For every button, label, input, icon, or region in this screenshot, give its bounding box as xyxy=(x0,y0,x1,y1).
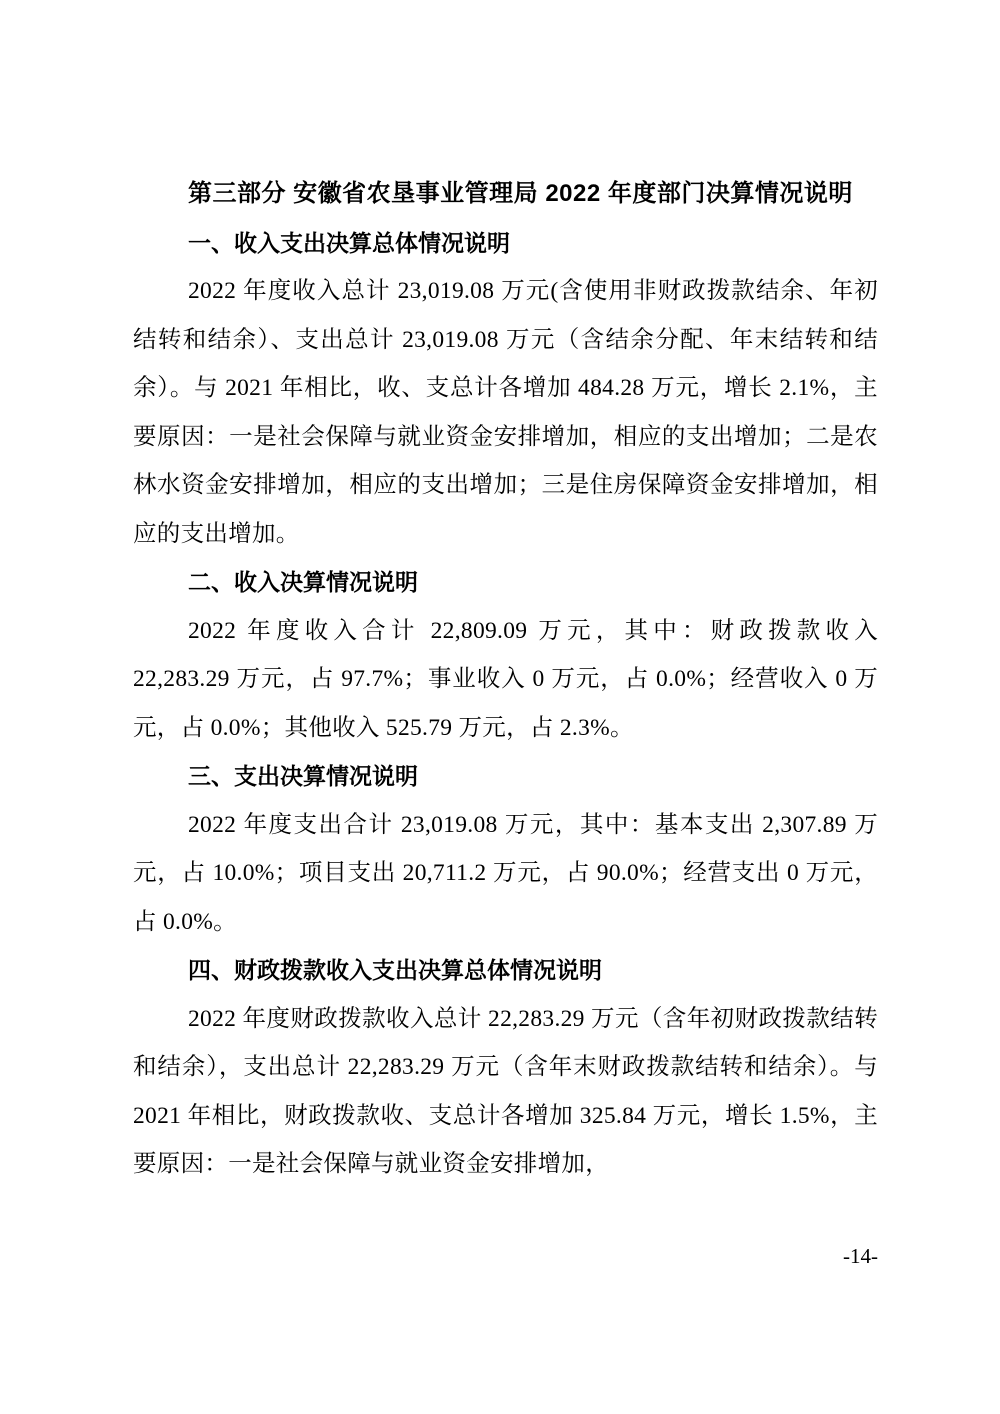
document-title: 第三部分 安徽省农垦事业管理局 2022 年度部门决算情况说明 xyxy=(188,180,853,207)
section-income-accounts xyxy=(133,558,878,752)
document-body xyxy=(133,170,878,1189)
section-2-heading: 二、收入决算情况说明 xyxy=(188,569,418,595)
section-2-paragraph: 2022 年度收入合计 22,809.09 万元，其中：财政拨款收入 22,283.29 万元，占 97.7%；事业收入 0 万元，占 0.0%；经营收入 0 万元，占 0.0%；其他收入 525.79 万元，占 2.3%。 xyxy=(133,617,878,741)
section-expenditure-accounts xyxy=(133,752,878,946)
section-3-heading: 三、支出决算情况说明 xyxy=(188,763,418,789)
section-4-heading: 四、财政拨款收入支出决算总体情况说明 xyxy=(188,957,602,983)
page-number: -14- xyxy=(843,1244,878,1268)
section-3-paragraph: 2022 年度支出合计 23,019.08 万元，其中：基本支出 2,307.89 万元，占 10.0%；项目支出 20,711.2 万元，占 90.0%；经营支出 0 万元，占 0.0%。 xyxy=(133,811,878,935)
section-1-paragraph: 2022 年度收入总计 23,019.08 万元(含使用非财政拨款结余、年初结转和结余）、支出总计 23,019.08 万元（含结余分配、年末结转和结余）。与 2021 年相比，收、支总计各增加 484.28 万元，增长 2.1%，主要原因：一是社会保障与就业资金安排增加，相应的支出增加；二是农林水资金安排增加，相应的支出增加；三是住房保障资金安排增加，相应的支出增加。 xyxy=(133,278,878,547)
section-fiscal-appropriation-overview xyxy=(133,946,878,1189)
section-income-expenditure-overview xyxy=(133,219,878,559)
section-1-heading: 一、收入支出决算总体情况说明 xyxy=(188,229,510,256)
section-4-paragraph: 2022 年度财政拨款收入总计 22,283.29 万元（含年初财政拨款结转和结余），支出总计 22,283.29 万元（含年末财政拨款结转和结余）。与 2021 年相比，财政拨款收、支总计各增加 325.84 万元，增长 1.5%，主要原因：一是社会保障与就业资金安排增加， xyxy=(133,1005,878,1177)
